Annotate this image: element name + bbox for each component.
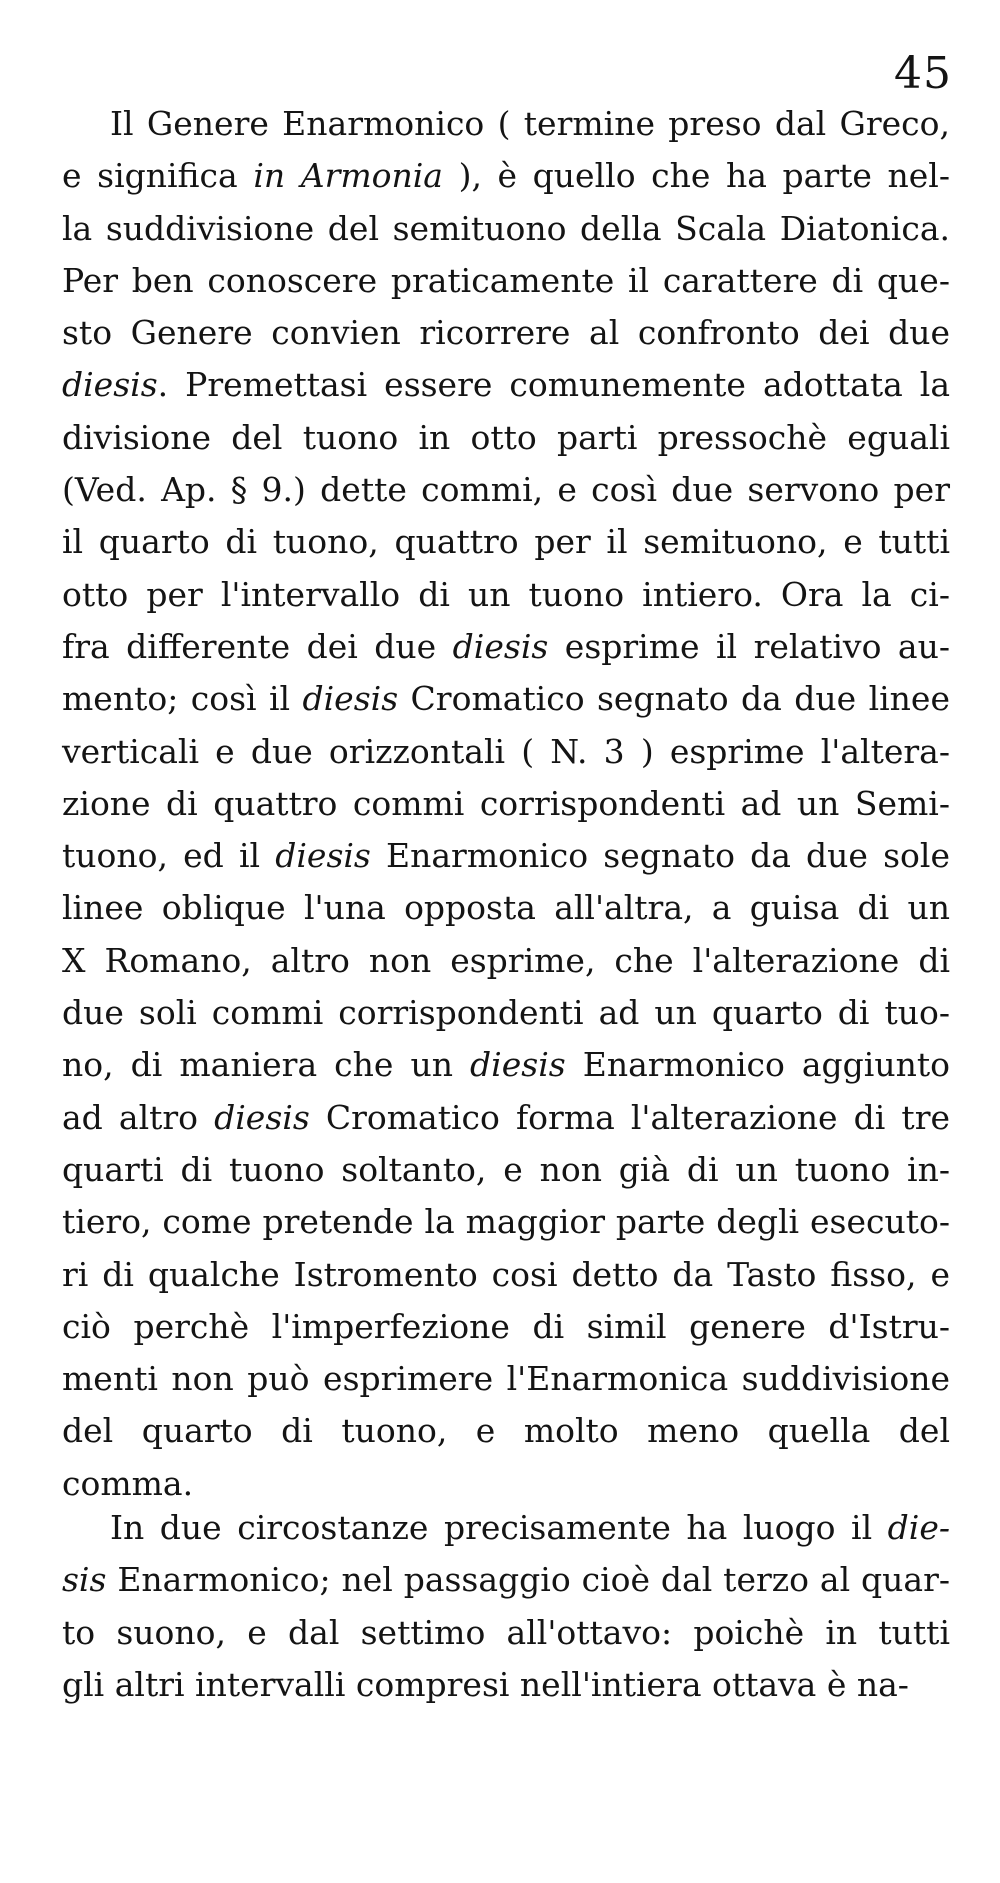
text-run: comma. [62,1463,194,1503]
text-run: (Ved. Ap. § 9.) dette commi, e così due servono per [62,470,950,510]
text-run: il quarto di tuono, quattro per il semituono, e tutti [62,522,950,562]
text-run: mento; così il [62,679,303,719]
text-run: Per ben conoscere praticamente il carattere di que- [62,260,950,300]
paragraph-1 [62,98,950,1510]
text-run: otto per l'intervallo di un tuono intiero. Ora la ci- [62,574,950,614]
text-line [62,621,950,673]
text-run: due soli commi corrispondenti ad un quarto di tuo- [62,993,950,1033]
italic-term: sis [62,1560,107,1600]
text-run: quarti di tuono soltanto, e non già di un tuono in- [62,1149,950,1189]
text-line [62,359,950,411]
text-run: del quarto di tuono, e molto meno quella del [62,1411,950,1451]
italic-term: in Armonia [253,156,443,196]
text-run: fra differente dei due [62,626,453,666]
text-run: esprime il relativo au- [548,626,950,666]
text-run: la suddivisione del semituono della Scala Diatonica. [62,208,950,248]
text-line [62,1659,950,1711]
text-line [62,726,950,778]
text-line [62,203,950,255]
text-run: Il Genere Enarmonico ( termine preso dal Greco, [110,104,950,143]
text-line [62,412,950,464]
text-run: In due circostanze precisamente ha luogo il [110,1508,888,1547]
text-line [62,1607,950,1659]
blank-margin [0,1720,1000,1883]
text-run: . Premettasi essere comunemente adottata la [157,365,950,405]
text-line [62,1502,950,1554]
text-line [62,882,950,934]
text-run: Enarmonico; nel passaggio cioè dal terzo al quar- [106,1560,950,1600]
page-number: 45 [894,48,952,99]
text-run: X Romano, altro non esprime, che l'alterazione di [62,940,950,980]
text-run: zione di quattro commi corrispondenti ad un Semi- [62,783,950,823]
text-run: sto Genere convien ricorrere al confronto dei due [62,313,950,353]
text-run: Cromatico segnato da due linee [398,679,950,719]
text-run: ciò perchè l'imperfezione di simil genere d'Istru- [62,1306,950,1346]
text-line [62,673,950,725]
text-line [62,255,950,307]
text-run: Enarmonico aggiunto [565,1045,951,1085]
text-line [62,778,950,830]
text-line [62,150,950,202]
text-line [62,1405,950,1457]
text-line [62,1039,950,1091]
text-line [62,464,950,516]
text-run: linee oblique l'una opposta all'altra, a guisa di un [62,888,950,928]
text-line [62,987,950,1039]
text-run: gli altri intervalli compresi nell'intiera ottava è na- [62,1664,909,1704]
text-line [62,98,950,150]
italic-term: diesis [62,365,158,405]
text-line [62,830,950,882]
text-run: Enarmonico segnato da due sole [370,836,951,876]
italic-term: diesis [302,679,399,719]
italic-term: die- [887,1508,950,1547]
text-line [62,1554,950,1606]
text-run: to suono, e dal settimo all'ottavo: poichè in tutti [62,1612,950,1652]
text-run: tiero, come pretende la maggior parte degli esecuto- [62,1202,950,1242]
text-line [62,1196,950,1248]
text-run: menti non può esprimere l'Enarmonica suddivisione [62,1359,950,1399]
text-line [62,307,950,359]
italic-term: diesis [452,626,549,666]
text-run: ad altro [62,1097,215,1137]
text-line [62,1092,950,1144]
italic-term: diesis [275,836,371,876]
text-run: e significa [62,156,254,196]
text-line [62,569,950,621]
text-line [62,1301,950,1353]
italic-term: diesis [214,1097,310,1137]
text-line [62,1249,950,1301]
text-line [62,1353,950,1405]
text-run: no, di maniera che un [62,1045,471,1085]
paragraph-2 [62,1502,950,1711]
text-run: ri di qualche Istromento cosi detto da Tasto fisso, e [62,1254,950,1294]
text-run: divisione del tuono in otto parti pressochè eguali [62,417,950,457]
italic-term: diesis [470,1045,566,1085]
text-run: ), è quello che ha parte nel- [442,156,950,196]
text-line [62,1144,950,1196]
text-run: tuono, ed il [62,836,276,876]
text-line [62,935,950,987]
text-run: verticali e due orizzontali ( N. 3 ) esprime l'altera- [62,731,950,771]
text-line [62,516,950,568]
text-run: Cromatico forma l'alterazione di tre [309,1097,950,1137]
